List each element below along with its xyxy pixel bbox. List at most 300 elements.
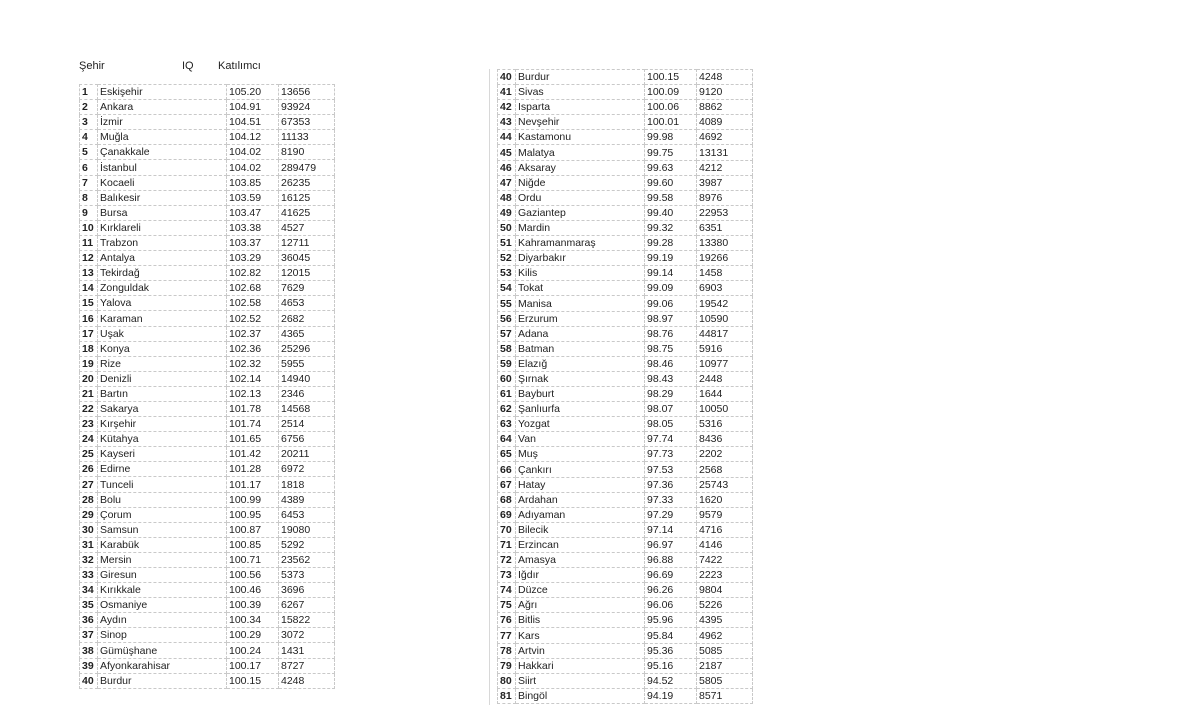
table-row	[498, 341, 753, 356]
city-cell: Ardahan	[516, 492, 645, 507]
table-row	[498, 326, 753, 341]
iq-cell: 100.87	[227, 522, 279, 537]
iq-cell: 100.99	[227, 492, 279, 507]
participants-cell: 4365	[279, 326, 335, 341]
iq-cell: 102.82	[227, 266, 279, 281]
participants-cell: 1818	[279, 477, 335, 492]
rank-cell: 29	[80, 507, 98, 522]
participants-cell: 12015	[279, 266, 335, 281]
participants-cell: 10977	[697, 356, 753, 371]
iq-cell: 101.74	[227, 417, 279, 432]
rank-cell: 59	[498, 356, 516, 371]
participants-cell: 1620	[697, 492, 753, 507]
table-row	[80, 281, 335, 296]
iq-cell: 100.15	[227, 673, 279, 688]
city-cell: Kırklareli	[98, 220, 227, 235]
iq-cell: 96.97	[645, 537, 697, 552]
participants-cell: 5226	[697, 598, 753, 613]
table-row	[80, 462, 335, 477]
city-cell: Eskişehir	[98, 85, 227, 100]
iq-cell: 100.15	[645, 70, 697, 85]
rank-cell: 42	[498, 100, 516, 115]
iq-cell: 104.51	[227, 115, 279, 130]
iq-cell: 103.47	[227, 205, 279, 220]
table-row	[80, 341, 335, 356]
participants-cell: 3987	[697, 175, 753, 190]
table-row	[498, 507, 753, 522]
iq-cell: 100.34	[227, 613, 279, 628]
participants-cell: 12711	[279, 235, 335, 250]
participants-cell: 4653	[279, 296, 335, 311]
city-cell: Nevşehir	[516, 115, 645, 130]
rank-cell: 26	[80, 462, 98, 477]
rank-cell: 66	[498, 462, 516, 477]
participants-cell: 4146	[697, 537, 753, 552]
table-row	[80, 326, 335, 341]
rank-cell: 25	[80, 447, 98, 462]
rank-cell: 73	[498, 568, 516, 583]
rank-cell: 57	[498, 326, 516, 341]
table-row	[498, 688, 753, 703]
city-cell: Yalova	[98, 296, 227, 311]
city-cell: Muş	[516, 447, 645, 462]
participants-cell: 1431	[279, 643, 335, 658]
city-cell: Edirne	[98, 462, 227, 477]
iq-cell: 100.06	[645, 100, 697, 115]
city-cell: Kırşehir	[98, 417, 227, 432]
rank-cell: 64	[498, 432, 516, 447]
city-cell: Bolu	[98, 492, 227, 507]
city-cell: Bingöl	[516, 688, 645, 703]
iq-cell: 102.58	[227, 296, 279, 311]
participants-cell: 10590	[697, 311, 753, 326]
participants-cell: 3072	[279, 628, 335, 643]
table-row	[498, 190, 753, 205]
city-cell: Denizli	[98, 371, 227, 386]
table-row	[498, 130, 753, 145]
iq-cell: 96.06	[645, 598, 697, 613]
city-cell: Konya	[98, 341, 227, 356]
participants-cell: 8862	[697, 100, 753, 115]
table-row	[498, 266, 753, 281]
participants-cell: 8976	[697, 190, 753, 205]
iq-cell: 100.09	[645, 85, 697, 100]
table-row	[498, 205, 753, 220]
rank-cell: 21	[80, 386, 98, 401]
iq-cell: 99.09	[645, 281, 697, 296]
participants-cell: 19266	[697, 251, 753, 266]
iq-cell: 103.29	[227, 251, 279, 266]
city-cell: Çanakkale	[98, 145, 227, 160]
rank-cell: 2	[80, 100, 98, 115]
iq-cell: 100.56	[227, 568, 279, 583]
table-row	[498, 658, 753, 673]
iq-cell: 102.52	[227, 311, 279, 326]
iq-cell: 98.29	[645, 386, 697, 401]
table-row	[498, 492, 753, 507]
iq-cell: 97.74	[645, 432, 697, 447]
participants-cell: 6972	[279, 462, 335, 477]
city-cell: Artvin	[516, 643, 645, 658]
city-cell: Kırıkkale	[98, 583, 227, 598]
participants-cell: 6453	[279, 507, 335, 522]
iq-cell: 102.14	[227, 371, 279, 386]
participants-cell: 19542	[697, 296, 753, 311]
city-cell: Zonguldak	[98, 281, 227, 296]
city-cell: Manisa	[516, 296, 645, 311]
city-cell: Tekirdağ	[98, 266, 227, 281]
rank-cell: 23	[80, 417, 98, 432]
participants-cell: 9579	[697, 507, 753, 522]
iq-cell: 95.36	[645, 643, 697, 658]
city-cell: Muğla	[98, 130, 227, 145]
city-cell: Van	[516, 432, 645, 447]
rank-cell: 6	[80, 160, 98, 175]
table-row	[80, 477, 335, 492]
table-row	[498, 477, 753, 492]
rank-cell: 1	[80, 85, 98, 100]
rank-cell: 31	[80, 537, 98, 552]
rank-cell: 67	[498, 477, 516, 492]
participants-cell: 15822	[279, 613, 335, 628]
iq-cell: 104.02	[227, 160, 279, 175]
participants-cell: 9804	[697, 583, 753, 598]
participants-cell: 3696	[279, 583, 335, 598]
rank-cell: 39	[80, 658, 98, 673]
city-cell: Isparta	[516, 100, 645, 115]
iq-cell: 98.97	[645, 311, 697, 326]
rank-cell: 9	[80, 205, 98, 220]
city-cell: Sivas	[516, 85, 645, 100]
rank-cell: 14	[80, 281, 98, 296]
iq-cell: 101.65	[227, 432, 279, 447]
table-row	[498, 386, 753, 401]
city-cell: Hakkari	[516, 658, 645, 673]
table-row	[80, 522, 335, 537]
table-row	[80, 386, 335, 401]
participants-cell: 5085	[697, 643, 753, 658]
participants-cell: 4089	[697, 115, 753, 130]
rank-cell: 74	[498, 583, 516, 598]
table-row	[80, 160, 335, 175]
rank-cell: 80	[498, 673, 516, 688]
iq-cell: 98.43	[645, 371, 697, 386]
city-cell: İzmir	[98, 115, 227, 130]
city-cell: Sinop	[98, 628, 227, 643]
participants-cell: 67353	[279, 115, 335, 130]
rank-cell: 58	[498, 341, 516, 356]
city-cell: Tunceli	[98, 477, 227, 492]
table-row	[498, 85, 753, 100]
city-cell: İstanbul	[98, 160, 227, 175]
table-row	[80, 643, 335, 658]
city-cell: Bayburt	[516, 386, 645, 401]
table-row	[80, 251, 335, 266]
iq-cell: 99.28	[645, 236, 697, 251]
city-cell: Aydın	[98, 613, 227, 628]
city-cell: Kilis	[516, 266, 645, 281]
city-cell: Bilecik	[516, 522, 645, 537]
city-cell: Mersin	[98, 552, 227, 567]
rank-cell: 48	[498, 190, 516, 205]
iq-cell: 97.14	[645, 522, 697, 537]
iq-cell: 98.07	[645, 402, 697, 417]
city-cell: Burdur	[98, 673, 227, 688]
city-cell: Gümüşhane	[98, 643, 227, 658]
rank-cell: 36	[80, 613, 98, 628]
table-row	[498, 402, 753, 417]
participants-cell: 2202	[697, 447, 753, 462]
rank-cell: 17	[80, 326, 98, 341]
table-row	[498, 100, 753, 115]
iq-cell: 95.96	[645, 613, 697, 628]
participants-cell: 2187	[697, 658, 753, 673]
city-cell: Karaman	[98, 311, 227, 326]
iq-cell: 99.58	[645, 190, 697, 205]
rank-cell: 34	[80, 583, 98, 598]
city-cell: Antalya	[98, 251, 227, 266]
participants-cell: 8190	[279, 145, 335, 160]
iq-cell: 97.53	[645, 462, 697, 477]
table-row	[80, 628, 335, 643]
city-cell: Malatya	[516, 145, 645, 160]
iq-cell: 100.29	[227, 628, 279, 643]
iq-cell: 99.32	[645, 220, 697, 235]
rank-cell: 70	[498, 522, 516, 537]
iq-cell: 96.88	[645, 553, 697, 568]
iq-cell: 100.46	[227, 583, 279, 598]
iq-cell: 100.17	[227, 658, 279, 673]
table-row	[80, 613, 335, 628]
iq-cell: 101.17	[227, 477, 279, 492]
table-row	[80, 220, 335, 235]
city-cell: Adıyaman	[516, 507, 645, 522]
rank-cell: 32	[80, 552, 98, 567]
participants-cell: 5805	[697, 673, 753, 688]
rank-cell: 49	[498, 205, 516, 220]
city-cell: Batman	[516, 341, 645, 356]
iq-cell: 104.91	[227, 100, 279, 115]
iq-cell: 97.29	[645, 507, 697, 522]
participants-cell: 19080	[279, 522, 335, 537]
city-cell: Elazığ	[516, 356, 645, 371]
participants-cell: 41625	[279, 205, 335, 220]
rank-cell: 54	[498, 281, 516, 296]
city-cell: Diyarbakır	[516, 251, 645, 266]
table-row	[498, 628, 753, 643]
participants-cell: 1644	[697, 386, 753, 401]
city-cell: Çankırı	[516, 462, 645, 477]
table-row	[498, 296, 753, 311]
iq-cell: 105.20	[227, 85, 279, 100]
participants-cell: 14940	[279, 371, 335, 386]
table-row	[498, 236, 753, 251]
rank-cell: 37	[80, 628, 98, 643]
city-cell: Ankara	[98, 100, 227, 115]
table-row	[498, 160, 753, 175]
rank-cell: 19	[80, 356, 98, 371]
header-participants: Katılımcı	[218, 60, 261, 72]
table-row	[498, 311, 753, 326]
rank-cell: 38	[80, 643, 98, 658]
iq-cell: 94.52	[645, 673, 697, 688]
iq-cell: 104.02	[227, 145, 279, 160]
participants-cell: 2346	[279, 386, 335, 401]
table-row	[498, 598, 753, 613]
city-cell: Balıkesir	[98, 190, 227, 205]
city-cell: Aksaray	[516, 160, 645, 175]
table-row	[498, 251, 753, 266]
iq-cell: 101.28	[227, 462, 279, 477]
city-cell: Düzce	[516, 583, 645, 598]
rank-cell: 15	[80, 296, 98, 311]
table-row	[80, 356, 335, 371]
participants-cell: 8571	[697, 688, 753, 703]
table-row	[80, 537, 335, 552]
participants-cell: 4962	[697, 628, 753, 643]
city-cell: Kars	[516, 628, 645, 643]
rank-cell: 4	[80, 130, 98, 145]
participants-cell: 13380	[697, 236, 753, 251]
city-cell: Niğde	[516, 175, 645, 190]
participants-cell: 25296	[279, 341, 335, 356]
iq-cell: 96.69	[645, 568, 697, 583]
rank-cell: 53	[498, 266, 516, 281]
iq-cell: 100.01	[645, 115, 697, 130]
table-row	[80, 175, 335, 190]
city-cell: Siirt	[516, 673, 645, 688]
table-row	[80, 507, 335, 522]
rank-cell: 51	[498, 236, 516, 251]
table-row	[80, 145, 335, 160]
iq-cell: 100.71	[227, 552, 279, 567]
iq-cell: 95.16	[645, 658, 697, 673]
table-row	[80, 205, 335, 220]
rank-cell: 69	[498, 507, 516, 522]
rank-cell: 7	[80, 175, 98, 190]
table-row	[80, 296, 335, 311]
table-row	[80, 85, 335, 100]
iq-cell: 99.63	[645, 160, 697, 175]
rank-cell: 76	[498, 613, 516, 628]
participants-cell: 36045	[279, 251, 335, 266]
participants-cell: 5916	[697, 341, 753, 356]
iq-cell: 98.05	[645, 417, 697, 432]
participants-cell: 4212	[697, 160, 753, 175]
participants-cell: 25743	[697, 477, 753, 492]
city-cell: Kastamonu	[516, 130, 645, 145]
city-cell: Giresun	[98, 568, 227, 583]
participants-cell: 4248	[279, 673, 335, 688]
iq-cell: 99.98	[645, 130, 697, 145]
iq-cell: 98.75	[645, 341, 697, 356]
rank-cell: 35	[80, 598, 98, 613]
city-cell: Çorum	[98, 507, 227, 522]
table-row	[498, 70, 753, 85]
participants-cell: 7629	[279, 281, 335, 296]
city-cell: Bartın	[98, 386, 227, 401]
rank-cell: 52	[498, 251, 516, 266]
table-row	[80, 401, 335, 416]
participants-cell: 5955	[279, 356, 335, 371]
iq-cell: 94.19	[645, 688, 697, 703]
participants-cell: 289479	[279, 160, 335, 175]
table-row	[80, 673, 335, 688]
city-cell: Osmaniye	[98, 598, 227, 613]
participants-cell: 2514	[279, 417, 335, 432]
city-cell: Kocaeli	[98, 175, 227, 190]
iq-cell: 104.12	[227, 130, 279, 145]
rank-cell: 75	[498, 598, 516, 613]
table-row	[80, 266, 335, 281]
iq-cell: 102.37	[227, 326, 279, 341]
rank-cell: 11	[80, 235, 98, 250]
rank-cell: 22	[80, 401, 98, 416]
city-cell: Yozgat	[516, 417, 645, 432]
table-row	[498, 417, 753, 432]
iq-cell: 99.06	[645, 296, 697, 311]
city-cell: Karabük	[98, 537, 227, 552]
city-cell: Bitlis	[516, 613, 645, 628]
rank-cell: 41	[498, 85, 516, 100]
iq-cell: 102.32	[227, 356, 279, 371]
iq-cell: 99.14	[645, 266, 697, 281]
iq-cell: 103.38	[227, 220, 279, 235]
participants-cell: 16125	[279, 190, 335, 205]
participants-cell: 13656	[279, 85, 335, 100]
table-row	[498, 281, 753, 296]
city-cell: Kayseri	[98, 447, 227, 462]
rank-cell: 30	[80, 522, 98, 537]
participants-cell: 1458	[697, 266, 753, 281]
table-row	[80, 115, 335, 130]
table-row	[498, 115, 753, 130]
iq-cell: 102.36	[227, 341, 279, 356]
table-row	[498, 568, 753, 583]
city-cell: Erzincan	[516, 537, 645, 552]
iq-table-left	[79, 84, 335, 689]
participants-cell: 44817	[697, 326, 753, 341]
iq-cell: 98.76	[645, 326, 697, 341]
city-cell: Bursa	[98, 205, 227, 220]
participants-cell: 26235	[279, 175, 335, 190]
rank-cell: 8	[80, 190, 98, 205]
rank-cell: 62	[498, 402, 516, 417]
rank-cell: 5	[80, 145, 98, 160]
rank-cell: 61	[498, 386, 516, 401]
table-row	[80, 311, 335, 326]
table-row	[498, 356, 753, 371]
table-row	[498, 522, 753, 537]
rank-cell: 24	[80, 432, 98, 447]
rank-cell: 27	[80, 477, 98, 492]
rank-cell: 10	[80, 220, 98, 235]
iq-cell: 96.26	[645, 583, 697, 598]
rank-cell: 45	[498, 145, 516, 160]
city-cell: Kahramanmaraş	[516, 236, 645, 251]
city-cell: Samsun	[98, 522, 227, 537]
table-row	[80, 583, 335, 598]
city-cell: Erzurum	[516, 311, 645, 326]
iq-cell: 99.75	[645, 145, 697, 160]
iq-cell: 101.78	[227, 401, 279, 416]
participants-cell: 4692	[697, 130, 753, 145]
city-cell: Gaziantep	[516, 205, 645, 220]
rank-cell: 20	[80, 371, 98, 386]
participants-cell: 9120	[697, 85, 753, 100]
city-cell: Burdur	[516, 70, 645, 85]
city-cell: Ağrı	[516, 598, 645, 613]
